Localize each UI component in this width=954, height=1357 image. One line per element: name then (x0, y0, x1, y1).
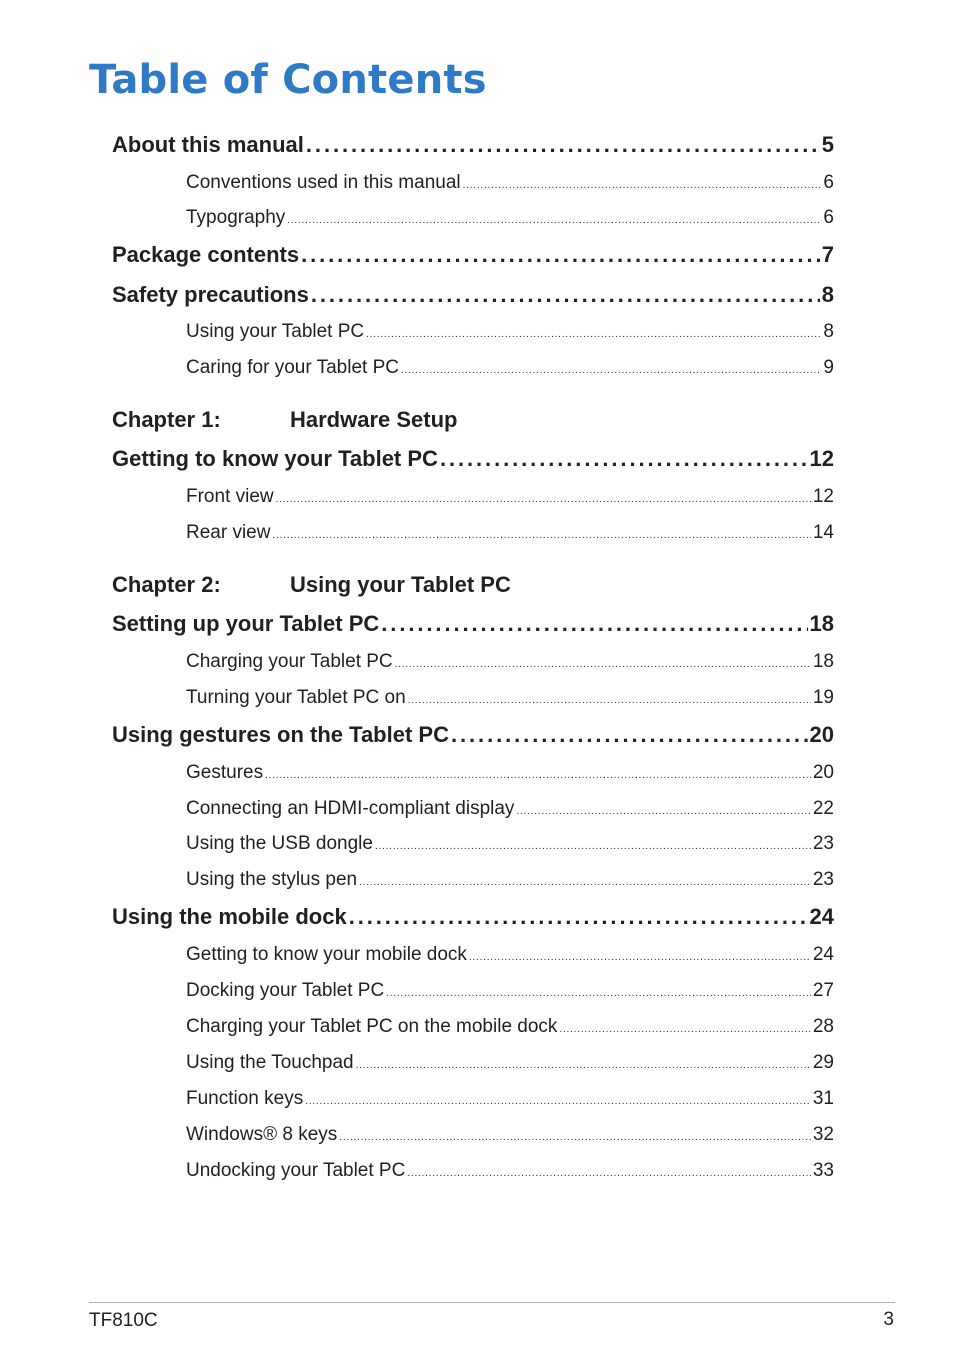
toc-entry-label: Setting up your Tablet PC (112, 611, 380, 636)
toc-entry-label: Getting to know your Tablet PC (112, 446, 438, 471)
toc-entry-charging-tablet[interactable] (186, 651, 834, 673)
toc-entry-page: 24 (812, 944, 834, 965)
dot-leader (306, 132, 820, 158)
toc-entry-label: Connecting an HDMI-compliant display (186, 798, 515, 819)
toc-entry-page: 18 (809, 611, 834, 636)
toc-entry-getting-to-know-tablet[interactable] (112, 446, 834, 472)
toc-entry-touchpad[interactable] (186, 1052, 834, 1074)
toc-entry-page: 32 (812, 1124, 834, 1145)
toc-entry-page: 8 (823, 321, 834, 342)
toc-entry-label: Using the mobile dock (112, 904, 347, 929)
dot-leader (356, 1060, 811, 1071)
toc-entry-about-this-manual[interactable] (112, 132, 834, 158)
toc-entry-using-gestures[interactable] (112, 722, 834, 748)
footer-divider (89, 1302, 895, 1303)
toc-entry-label: Safety precautions (112, 282, 309, 307)
dot-leader (407, 1168, 811, 1179)
toc-entry-package-contents[interactable] (112, 242, 834, 268)
dot-leader (408, 695, 811, 706)
toc-entry-page: 20 (809, 722, 834, 747)
toc-entry-page: 19 (812, 687, 834, 708)
toc-entry-charging-on-dock[interactable] (186, 1016, 834, 1038)
dot-leader (359, 877, 811, 888)
toc-entry-page: 33 (812, 1160, 834, 1181)
toc-entry-label: Using the stylus pen (186, 869, 358, 890)
dot-leader (559, 1024, 810, 1035)
toc-entry-using-tablet[interactable] (186, 321, 834, 343)
toc-entry-page: 23 (812, 833, 834, 854)
toc-entry-caring-tablet[interactable] (186, 357, 834, 379)
dot-leader (276, 494, 811, 505)
footer-page-number: 3 (883, 1309, 894, 1330)
dot-leader (451, 722, 808, 748)
toc-entry-page: 24 (809, 904, 834, 929)
dot-leader (272, 530, 810, 541)
chapter-number: Chapter 1: (112, 407, 221, 432)
toc-entry-label: Getting to know your mobile dock (186, 944, 467, 965)
toc-entry-label: Front view (186, 486, 274, 507)
dot-leader (440, 446, 808, 472)
toc-entry-label: Charging your Tablet PC (186, 651, 393, 672)
toc-entry-label: Using gestures on the Tablet PC (112, 722, 449, 747)
dot-leader (349, 904, 808, 930)
toc-entry-windows-keys[interactable] (186, 1124, 834, 1146)
toc-entry-label: Rear view (186, 522, 271, 543)
toc-entry-label: Using the USB dongle (186, 833, 373, 854)
toc-entry-page: 28 (812, 1016, 834, 1037)
toc-entry-page: 27 (812, 980, 834, 1001)
dot-leader (305, 1096, 811, 1107)
toc-entry-label: About this manual (112, 132, 304, 157)
toc-entry-page: 22 (812, 798, 834, 819)
page-title: Table of Contents (89, 57, 487, 103)
chapter-heading-1 (112, 407, 458, 433)
dot-leader (395, 659, 811, 670)
toc-entry-label: Gestures (186, 762, 264, 783)
dot-leader (265, 770, 811, 781)
toc-entry-function-keys[interactable] (186, 1088, 834, 1110)
toc-entry-page: 6 (823, 172, 834, 193)
chapter-number: Chapter 2: (112, 572, 221, 597)
toc-entry-page: 20 (812, 762, 834, 783)
toc-entry-mobile-dock[interactable] (112, 904, 834, 930)
toc-entry-hdmi-display[interactable] (186, 798, 834, 820)
toc-entry-label: Package contents (112, 242, 300, 267)
toc-entry-rear-view[interactable] (186, 522, 834, 544)
footer-model-name: TF810C (89, 1310, 158, 1331)
dot-leader (301, 242, 820, 268)
toc-entry-typography[interactable] (186, 207, 834, 229)
toc-entry-label: Docking your Tablet PC (186, 980, 385, 1001)
toc-entry-setting-up-tablet[interactable] (112, 611, 834, 637)
toc-entry-label: Turning your Tablet PC on (186, 687, 406, 708)
toc-entry-page: 31 (812, 1088, 834, 1109)
toc-entry-label: Charging your Tablet PC on the mobile dock (186, 1016, 558, 1037)
toc-entry-stylus-pen[interactable] (186, 869, 834, 891)
dot-leader (401, 365, 821, 376)
chapter-title: Hardware Setup (290, 407, 458, 432)
dot-leader (366, 329, 821, 340)
dot-leader (386, 988, 811, 999)
dot-leader (516, 806, 810, 817)
dot-leader (381, 611, 807, 637)
toc-entry-page: 7 (821, 242, 834, 267)
toc-entry-page: 5 (821, 132, 834, 157)
dot-leader (463, 180, 822, 191)
toc-entry-page: 12 (809, 446, 834, 471)
toc-entry-front-view[interactable] (186, 486, 834, 508)
dot-leader (375, 841, 811, 852)
chapter-title: Using your Tablet PC (290, 572, 511, 597)
toc-entry-know-mobile-dock[interactable] (186, 944, 834, 966)
toc-entry-label: Windows® 8 keys (186, 1124, 338, 1145)
toc-entry-label: Conventions used in this manual (186, 172, 461, 193)
toc-entry-label: Caring for your Tablet PC (186, 357, 399, 378)
toc-entry-conventions[interactable] (186, 172, 834, 194)
chapter-heading-2 (112, 572, 511, 598)
toc-entry-docking-tablet[interactable] (186, 980, 834, 1002)
dot-leader (287, 215, 821, 226)
toc-entry-label: Using the Touchpad (186, 1052, 354, 1073)
toc-entry-page: 12 (812, 486, 834, 507)
toc-entry-label: Function keys (186, 1088, 304, 1109)
toc-entry-safety-precautions[interactable] (112, 282, 834, 308)
toc-entry-label: Typography (186, 207, 286, 228)
toc-entry-turning-on-tablet[interactable] (186, 687, 834, 709)
toc-entry-usb-dongle[interactable] (186, 833, 834, 855)
toc-entry-page: 6 (823, 207, 834, 228)
toc-entry-gestures[interactable] (186, 762, 834, 784)
toc-entry-page: 18 (812, 651, 834, 672)
toc-entry-label: Undocking your Tablet PC (186, 1160, 406, 1181)
toc-entry-page: 14 (812, 522, 834, 543)
toc-entry-page: 29 (812, 1052, 834, 1073)
dot-leader (469, 952, 811, 963)
toc-entry-page: 23 (812, 869, 834, 890)
dot-leader (339, 1132, 811, 1143)
toc-entry-undocking-tablet[interactable] (186, 1160, 834, 1182)
toc-entry-page: 9 (823, 357, 834, 378)
toc-entry-label: Using your Tablet PC (186, 321, 365, 342)
toc-entry-page: 8 (821, 282, 834, 307)
dot-leader (311, 282, 820, 308)
